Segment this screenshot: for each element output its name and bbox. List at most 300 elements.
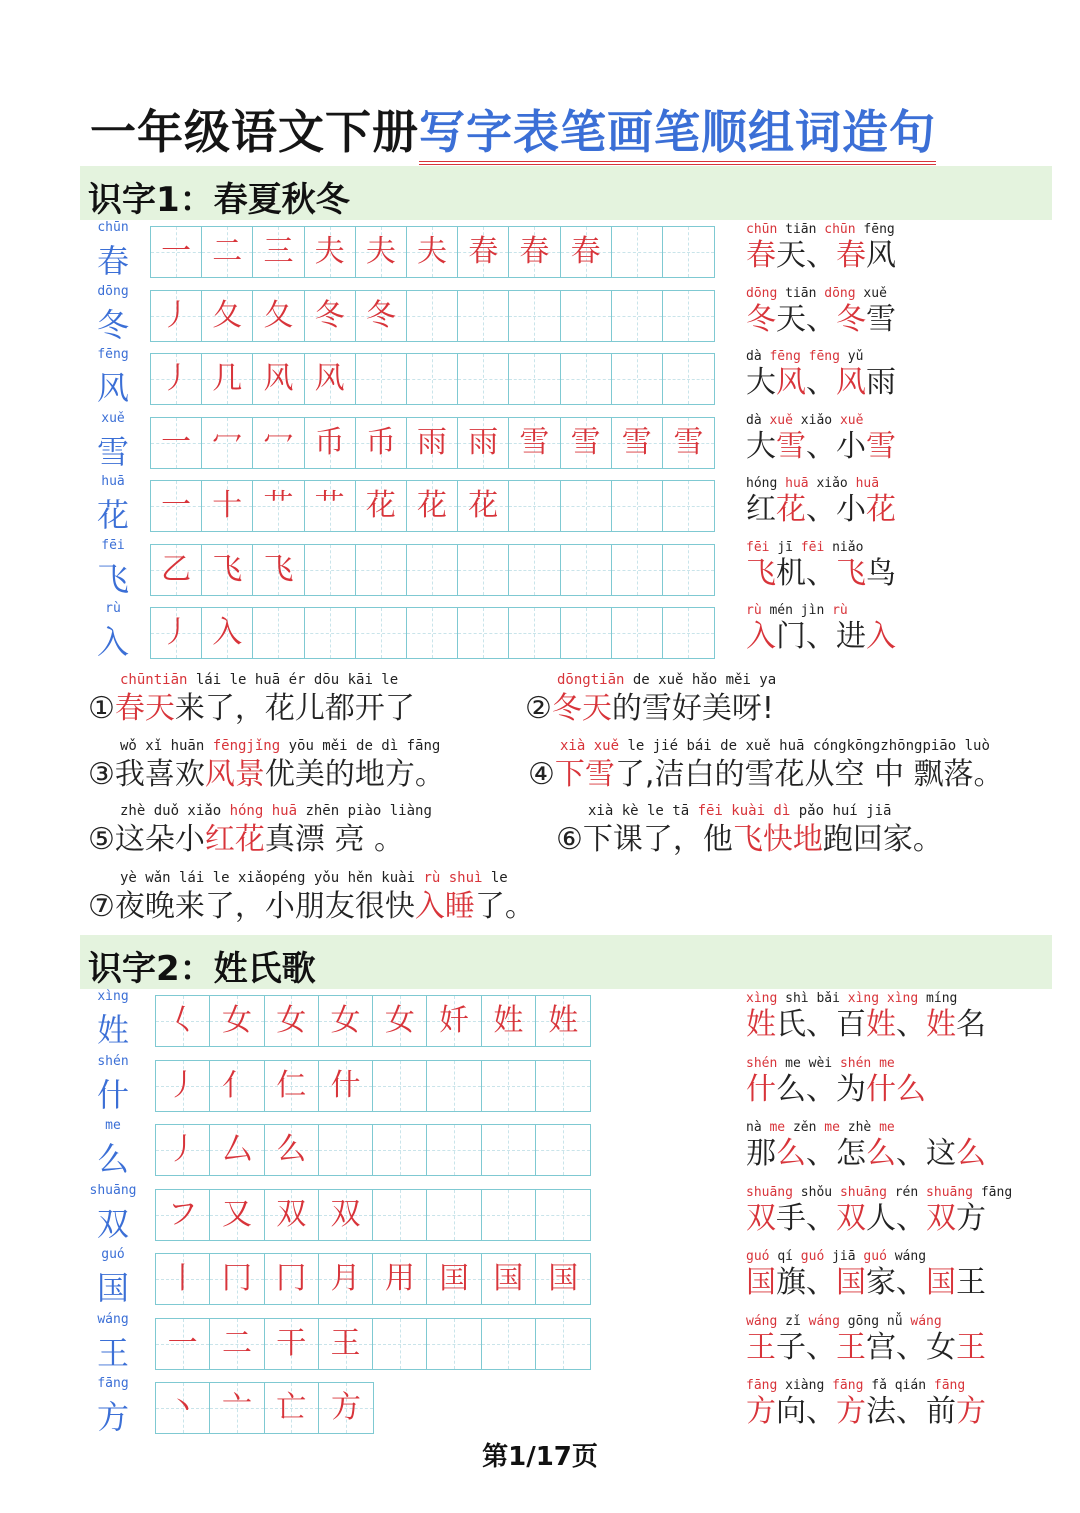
word-char: 天	[776, 238, 806, 273]
character: 冬	[96, 305, 129, 344]
word-pinyin	[746, 991, 1066, 1007]
stroke-cell	[561, 418, 612, 468]
stroke-step: 夫	[314, 234, 345, 269]
stroke-step: 春	[519, 234, 550, 269]
word-pinyin-gap	[824, 1378, 832, 1393]
stroke-step: 丨	[167, 1261, 198, 1296]
title-part1: 一年级语文下册	[90, 105, 419, 159]
word-pinyin-syllable: nǚ	[886, 1313, 911, 1329]
stroke-step: 丿	[161, 297, 192, 333]
word-pinyin-gap	[832, 1185, 840, 1200]
stroke-step: 雪	[621, 424, 652, 460]
word-group	[746, 222, 1066, 274]
stroke-cell	[482, 1125, 536, 1175]
sentence-number: ③	[88, 757, 115, 792]
stroke-cell	[509, 481, 560, 531]
word-text	[746, 619, 1066, 655]
stroke-cell	[156, 1254, 210, 1304]
word-char: 机	[776, 555, 806, 591]
word-pinyin-syllable: shuāng	[926, 1184, 981, 1200]
word-separator: 、	[806, 238, 836, 273]
word-char: 飞	[746, 555, 776, 591]
word-char: 国	[746, 1265, 776, 1300]
word-pinyin-syllable: nà	[746, 1120, 770, 1135]
word-text	[746, 1330, 1066, 1366]
word-pinyin-syllable: fāng	[832, 1378, 872, 1393]
stroke-cell	[253, 418, 304, 468]
word-pinyin-syllable: guó	[800, 1249, 833, 1264]
stroke-cell	[509, 227, 560, 277]
stroke-step: 夫	[365, 234, 396, 269]
character-row	[0, 410, 1080, 473]
word-char: 为	[836, 1071, 866, 1107]
stroke-cell	[202, 291, 253, 341]
word-char: 这	[926, 1136, 956, 1171]
stroke-step: 十	[212, 488, 243, 523]
sentence-number: ②	[525, 691, 552, 726]
stroke-cell	[612, 418, 663, 468]
stroke-cell	[210, 996, 264, 1046]
stroke-order-grid	[155, 1189, 591, 1241]
example-sentence	[88, 870, 535, 926]
word-separator: 、	[806, 365, 836, 400]
stroke-step: 乙	[161, 551, 192, 587]
character-row	[0, 537, 1080, 600]
word-char: 国	[836, 1265, 866, 1300]
character-pinyin: chūn	[97, 220, 129, 235]
pinyin-part: zhēn piào liàng	[297, 803, 432, 819]
stroke-step: 干	[276, 1325, 307, 1361]
sentence-text	[88, 821, 432, 859]
stroke-step: 亻	[221, 1067, 252, 1103]
stroke-step: 𡿨	[167, 1003, 198, 1038]
word-pinyin-syllable: me	[785, 1055, 801, 1071]
stroke-cell	[509, 291, 560, 341]
stroke-order-grid	[150, 417, 715, 469]
word-char: 鸟	[866, 555, 896, 591]
stroke-step: 一	[167, 1325, 198, 1361]
word-char: 么	[776, 1136, 806, 1171]
sentence-highlight: 冬天	[551, 691, 612, 726]
stroke-step: 丿	[167, 1067, 198, 1103]
stroke-step: 一	[161, 234, 192, 269]
stroke-cell	[305, 354, 356, 404]
word-pinyin-syllable: fāng	[980, 1184, 1013, 1200]
sentence-part: 下课了，他	[582, 822, 733, 857]
word-pinyin	[746, 1185, 1066, 1201]
word-pinyin-syllable: zhè	[847, 1120, 880, 1135]
stroke-cell	[305, 545, 356, 595]
stroke-step: 国	[548, 1261, 579, 1296]
word-pinyin-syllable: mén	[769, 603, 793, 618]
character-pinyin: xìng	[97, 989, 129, 1004]
stroke-order-grid	[150, 607, 715, 659]
word-char: 王	[746, 1329, 776, 1365]
stroke-step: 女	[221, 1003, 252, 1038]
stroke-step: 国	[493, 1261, 524, 1296]
stroke-cell	[407, 291, 458, 341]
stroke-cell	[151, 227, 202, 277]
word-text	[746, 1394, 1066, 1430]
word-pinyin-gap	[793, 603, 801, 618]
stroke-step: 女	[276, 1003, 307, 1038]
word-text	[746, 492, 1066, 528]
stroke-cell	[509, 418, 560, 468]
stroke-cell	[561, 481, 612, 531]
sentence-highlight: 红花	[204, 822, 265, 857]
word-char: 大	[746, 428, 776, 464]
stroke-step: 囯	[439, 1261, 470, 1296]
stroke-cell	[373, 1061, 427, 1111]
word-pinyin-syllable: qián	[894, 1378, 934, 1393]
stroke-step: 双	[330, 1196, 361, 1232]
character-pinyin: shén	[97, 1053, 129, 1069]
sentence-pinyin	[88, 803, 432, 821]
word-pinyin	[746, 349, 1066, 365]
stroke-step: 三	[263, 234, 294, 269]
stroke-cell	[373, 1319, 427, 1369]
stroke-cell	[561, 608, 612, 658]
stroke-step: 夂	[212, 297, 243, 333]
stroke-order-grid	[150, 290, 715, 342]
stroke-step: 花	[365, 488, 396, 523]
pinyin-part: xià xuě	[560, 738, 620, 754]
word-text	[746, 429, 1066, 465]
stroke-cell	[407, 227, 458, 277]
stroke-cell	[482, 996, 536, 1046]
sentence-text	[556, 821, 943, 859]
word-pinyin-syllable: xiǎo	[800, 412, 840, 428]
word-pinyin-syllable: fēng	[863, 222, 895, 237]
sentence-part: 我喜欢	[114, 757, 205, 792]
stroke-cell	[407, 354, 458, 404]
stroke-cell	[407, 481, 458, 531]
character-row	[0, 283, 1080, 346]
word-pinyin-syllable: wáng	[746, 1313, 786, 1329]
stroke-step: 飞	[212, 551, 243, 587]
word-group	[746, 286, 1066, 338]
stroke-step: 又	[221, 1196, 252, 1232]
word-pinyin-syllable: guó	[746, 1249, 778, 1264]
word-separator: 、	[806, 1007, 836, 1042]
word-separator: 、	[896, 1394, 926, 1429]
sentence-pinyin	[525, 672, 776, 690]
word-char: 宫	[866, 1329, 896, 1365]
word-group	[746, 413, 1066, 465]
word-char: 小	[836, 492, 866, 527]
stroke-order-grid	[155, 1253, 591, 1305]
character-pinyin: fēng	[97, 347, 129, 362]
sentence-highlight: 入睡	[414, 889, 475, 924]
word-group	[746, 991, 1066, 1043]
character-pinyin: rù	[105, 601, 121, 616]
word-char: 双	[836, 1200, 866, 1236]
sentence-highlight: 下雪	[554, 757, 615, 792]
character: 入	[96, 623, 129, 661]
word-char: 冬	[836, 301, 866, 337]
stroke-step: 亠	[221, 1390, 252, 1425]
word-pinyin-syllable: tiān	[785, 285, 817, 301]
character-row	[0, 1247, 1080, 1309]
stroke-cell	[202, 608, 253, 658]
word-pinyin-syllable: wáng	[910, 1313, 942, 1329]
stroke-step: 几	[212, 361, 243, 396]
word-pinyin-syllable: fǎ	[871, 1378, 887, 1393]
word-char: 花	[776, 492, 806, 527]
stroke-cell	[253, 608, 304, 658]
character-pinyin: huā	[101, 474, 125, 489]
stroke-step: 方	[331, 1390, 362, 1425]
stroke-cell	[151, 291, 202, 341]
word-separator: 、	[806, 1394, 836, 1429]
word-char: 冬	[746, 301, 776, 337]
stroke-cell	[663, 608, 714, 658]
stroke-cell	[305, 418, 356, 468]
example-sentence	[525, 672, 776, 728]
word-pinyin-syllable: zěn	[792, 1120, 825, 1135]
word-pinyin-syllable: jìn	[800, 603, 833, 618]
stroke-step: 丶	[167, 1390, 198, 1425]
stroke-cell	[265, 996, 319, 1046]
stroke-cell	[458, 481, 509, 531]
character-row	[0, 1376, 1080, 1438]
stroke-cell	[210, 1319, 264, 1369]
word-pinyin-gap	[801, 1314, 809, 1329]
word-pinyin-gap	[793, 1249, 801, 1264]
sentence-part: 了,洁白的雪花从空 中 飘落。	[614, 757, 1004, 792]
stroke-step: 一	[161, 424, 192, 460]
pinyin-part: le jié bái de xuě huā cóngkōngzhōngpiāo luò	[619, 738, 990, 754]
stroke-cell	[458, 291, 509, 341]
character-pinyin: guó	[101, 1247, 125, 1262]
stroke-cell	[612, 291, 663, 341]
stroke-cell	[210, 1383, 264, 1433]
stroke-step: 二	[221, 1325, 252, 1361]
word-pinyin-syllable: qí	[777, 1249, 793, 1264]
word-char: 风	[866, 238, 896, 273]
word-char: 么	[956, 1136, 986, 1171]
stroke-cell	[202, 418, 253, 468]
word-text	[746, 302, 1066, 338]
stroke-cell	[509, 354, 560, 404]
stroke-step: 艹	[263, 488, 294, 523]
stroke-cell	[253, 481, 304, 531]
stroke-cell	[561, 354, 612, 404]
character-row	[0, 601, 1080, 663]
word-char: 么	[866, 1136, 896, 1171]
word-pinyin-syllable: yǔ	[847, 349, 864, 364]
word-char: 什么	[866, 1071, 926, 1107]
stroke-step: 丿	[161, 361, 192, 396]
stroke-cell	[427, 1190, 481, 1240]
example-sentence	[88, 803, 432, 859]
word-char: 入	[746, 619, 776, 654]
word-char: 方	[746, 1394, 776, 1429]
stroke-step: 雪	[519, 424, 550, 460]
word-pinyin-syllable: rù	[832, 603, 848, 618]
example-sentence	[88, 672, 415, 728]
stroke-step: 币	[314, 424, 345, 460]
sentence-pinyin	[528, 738, 1004, 756]
stroke-cell	[536, 1190, 590, 1240]
sentence-part: 夜晚来了，小朋友很快	[114, 889, 415, 924]
section-heading-lesson1	[80, 166, 1052, 220]
word-text	[746, 1201, 1066, 1237]
word-pinyin	[746, 222, 1066, 238]
word-pinyin-syllable: wáng	[894, 1249, 927, 1264]
word-group	[746, 349, 1066, 401]
stroke-step: 丿	[167, 1132, 198, 1167]
stroke-cell	[482, 1319, 536, 1369]
word-char: 双	[746, 1200, 776, 1236]
word-separator: 、	[896, 1136, 926, 1171]
word-group	[746, 1185, 1066, 1237]
word-char: 女	[926, 1329, 956, 1365]
stroke-cell	[265, 1061, 319, 1111]
stroke-step: 风	[263, 361, 294, 396]
word-pinyin-gap	[879, 1314, 887, 1329]
pinyin-part: fēngjǐng	[212, 738, 281, 754]
stroke-cell	[458, 608, 509, 658]
stroke-cell	[509, 608, 560, 658]
stroke-step: 春	[570, 234, 601, 269]
stroke-cell	[319, 1319, 373, 1369]
word-pinyin-syllable: gōng	[847, 1313, 880, 1329]
stroke-cell	[458, 354, 509, 404]
stroke-step: 花	[417, 488, 448, 523]
sentence-number: ⑦	[88, 889, 115, 924]
character-row	[0, 1182, 1080, 1245]
word-char: 花	[866, 492, 896, 527]
pinyin-part: le	[482, 870, 508, 886]
stroke-cell	[265, 1254, 319, 1304]
stroke-step: 雨	[417, 424, 448, 460]
example-sentence	[528, 738, 1004, 794]
word-char: 进	[836, 619, 866, 654]
character: 方	[96, 1398, 129, 1436]
character-pinyin: xuě	[101, 410, 125, 426]
page-title	[90, 96, 1010, 166]
stroke-cell	[427, 996, 481, 1046]
word-separator: 、	[806, 1329, 836, 1365]
word-char: 雪	[776, 428, 806, 464]
sentence-text	[88, 756, 445, 794]
word-pinyin	[746, 286, 1066, 302]
word-pinyin-gap	[887, 1378, 895, 1393]
character: 什	[96, 1075, 129, 1114]
stroke-cell	[156, 1319, 210, 1369]
stroke-cell	[356, 354, 407, 404]
title-part2: 写字表笔画笔顺组词造句	[419, 105, 936, 165]
character-pinyin: shuāng	[89, 1182, 137, 1198]
sentence-text	[88, 888, 535, 926]
word-pinyin-syllable: fēng	[808, 349, 848, 364]
stroke-cell	[202, 227, 253, 277]
word-char: 王	[956, 1329, 986, 1365]
stroke-cell	[265, 1125, 319, 1175]
word-char: 旗	[776, 1265, 806, 1300]
word-pinyin-syllable: xiàng	[785, 1378, 825, 1393]
word-pinyin-syllable: dà	[746, 349, 770, 364]
stroke-step: 女	[330, 1003, 361, 1038]
word-pinyin-syllable: chūn	[746, 222, 786, 237]
word-text	[746, 1265, 1066, 1301]
stroke-cell	[536, 1125, 590, 1175]
stroke-cell	[561, 545, 612, 595]
stroke-cell	[663, 418, 714, 468]
word-pinyin	[746, 1378, 1066, 1394]
word-pinyin-syllable: fāng	[746, 1378, 786, 1393]
section-heading-text: 识字2：姓氏歌	[88, 949, 316, 989]
word-pinyin-syllable: xìng	[886, 991, 927, 1006]
word-pinyin-syllable: fēng	[769, 349, 801, 364]
stroke-cell	[356, 608, 407, 658]
stroke-cell	[202, 481, 253, 531]
word-pinyin	[746, 413, 1066, 429]
stroke-order-grid	[155, 1318, 591, 1370]
stroke-step: 月	[330, 1261, 361, 1296]
word-pinyin-syllable: me	[879, 1120, 895, 1135]
word-group	[746, 1056, 1066, 1108]
character: 飞	[96, 559, 129, 598]
stroke-cell	[663, 291, 714, 341]
word-separator: 、	[806, 428, 836, 464]
character: 春	[96, 242, 129, 280]
stroke-cell	[458, 227, 509, 277]
stroke-order-grid	[150, 480, 715, 532]
word-char: 前	[926, 1394, 956, 1429]
character: 花	[96, 496, 129, 534]
stroke-cell	[305, 481, 356, 531]
stroke-order-grid	[155, 1382, 374, 1434]
word-pinyin	[746, 1120, 1066, 1136]
stroke-cell	[612, 608, 663, 658]
stroke-cell	[561, 227, 612, 277]
stroke-cell	[156, 1383, 210, 1433]
word-pinyin	[746, 1056, 1066, 1072]
character: 姓	[96, 1011, 129, 1049]
stroke-cell	[356, 545, 407, 595]
word-char: 红	[746, 492, 776, 527]
pinyin-part: pǎo huí jiā	[790, 803, 892, 819]
character-row	[0, 347, 1080, 409]
stroke-step: フ	[167, 1196, 198, 1232]
stroke-cell	[373, 996, 427, 1046]
stroke-cell	[156, 1125, 210, 1175]
word-pinyin-syllable: me	[769, 1120, 786, 1135]
stroke-cell	[210, 1125, 264, 1175]
word-separator: 、	[806, 1265, 836, 1300]
character: 双	[96, 1204, 129, 1243]
word-pinyin-gap	[801, 1056, 809, 1071]
sentence-text	[525, 690, 776, 728]
stroke-cell	[265, 1383, 319, 1433]
stroke-cell	[536, 1319, 590, 1369]
word-pinyin-syllable: wèi	[808, 1055, 840, 1071]
character: 么	[96, 1140, 129, 1178]
sentence-number: ④	[528, 757, 555, 792]
stroke-cell	[536, 996, 590, 1046]
word-char: 名	[956, 1007, 986, 1042]
stroke-cell	[536, 1061, 590, 1111]
word-pinyin	[746, 1314, 1066, 1330]
word-char: 姓	[926, 1007, 956, 1042]
pinyin-part: hóng huā	[229, 803, 298, 819]
word-char: 氏	[776, 1007, 806, 1042]
word-char: 方	[836, 1394, 866, 1429]
sentence-part: 的雪好美呀!	[611, 691, 774, 726]
character-pinyin: wáng	[97, 1311, 129, 1327]
